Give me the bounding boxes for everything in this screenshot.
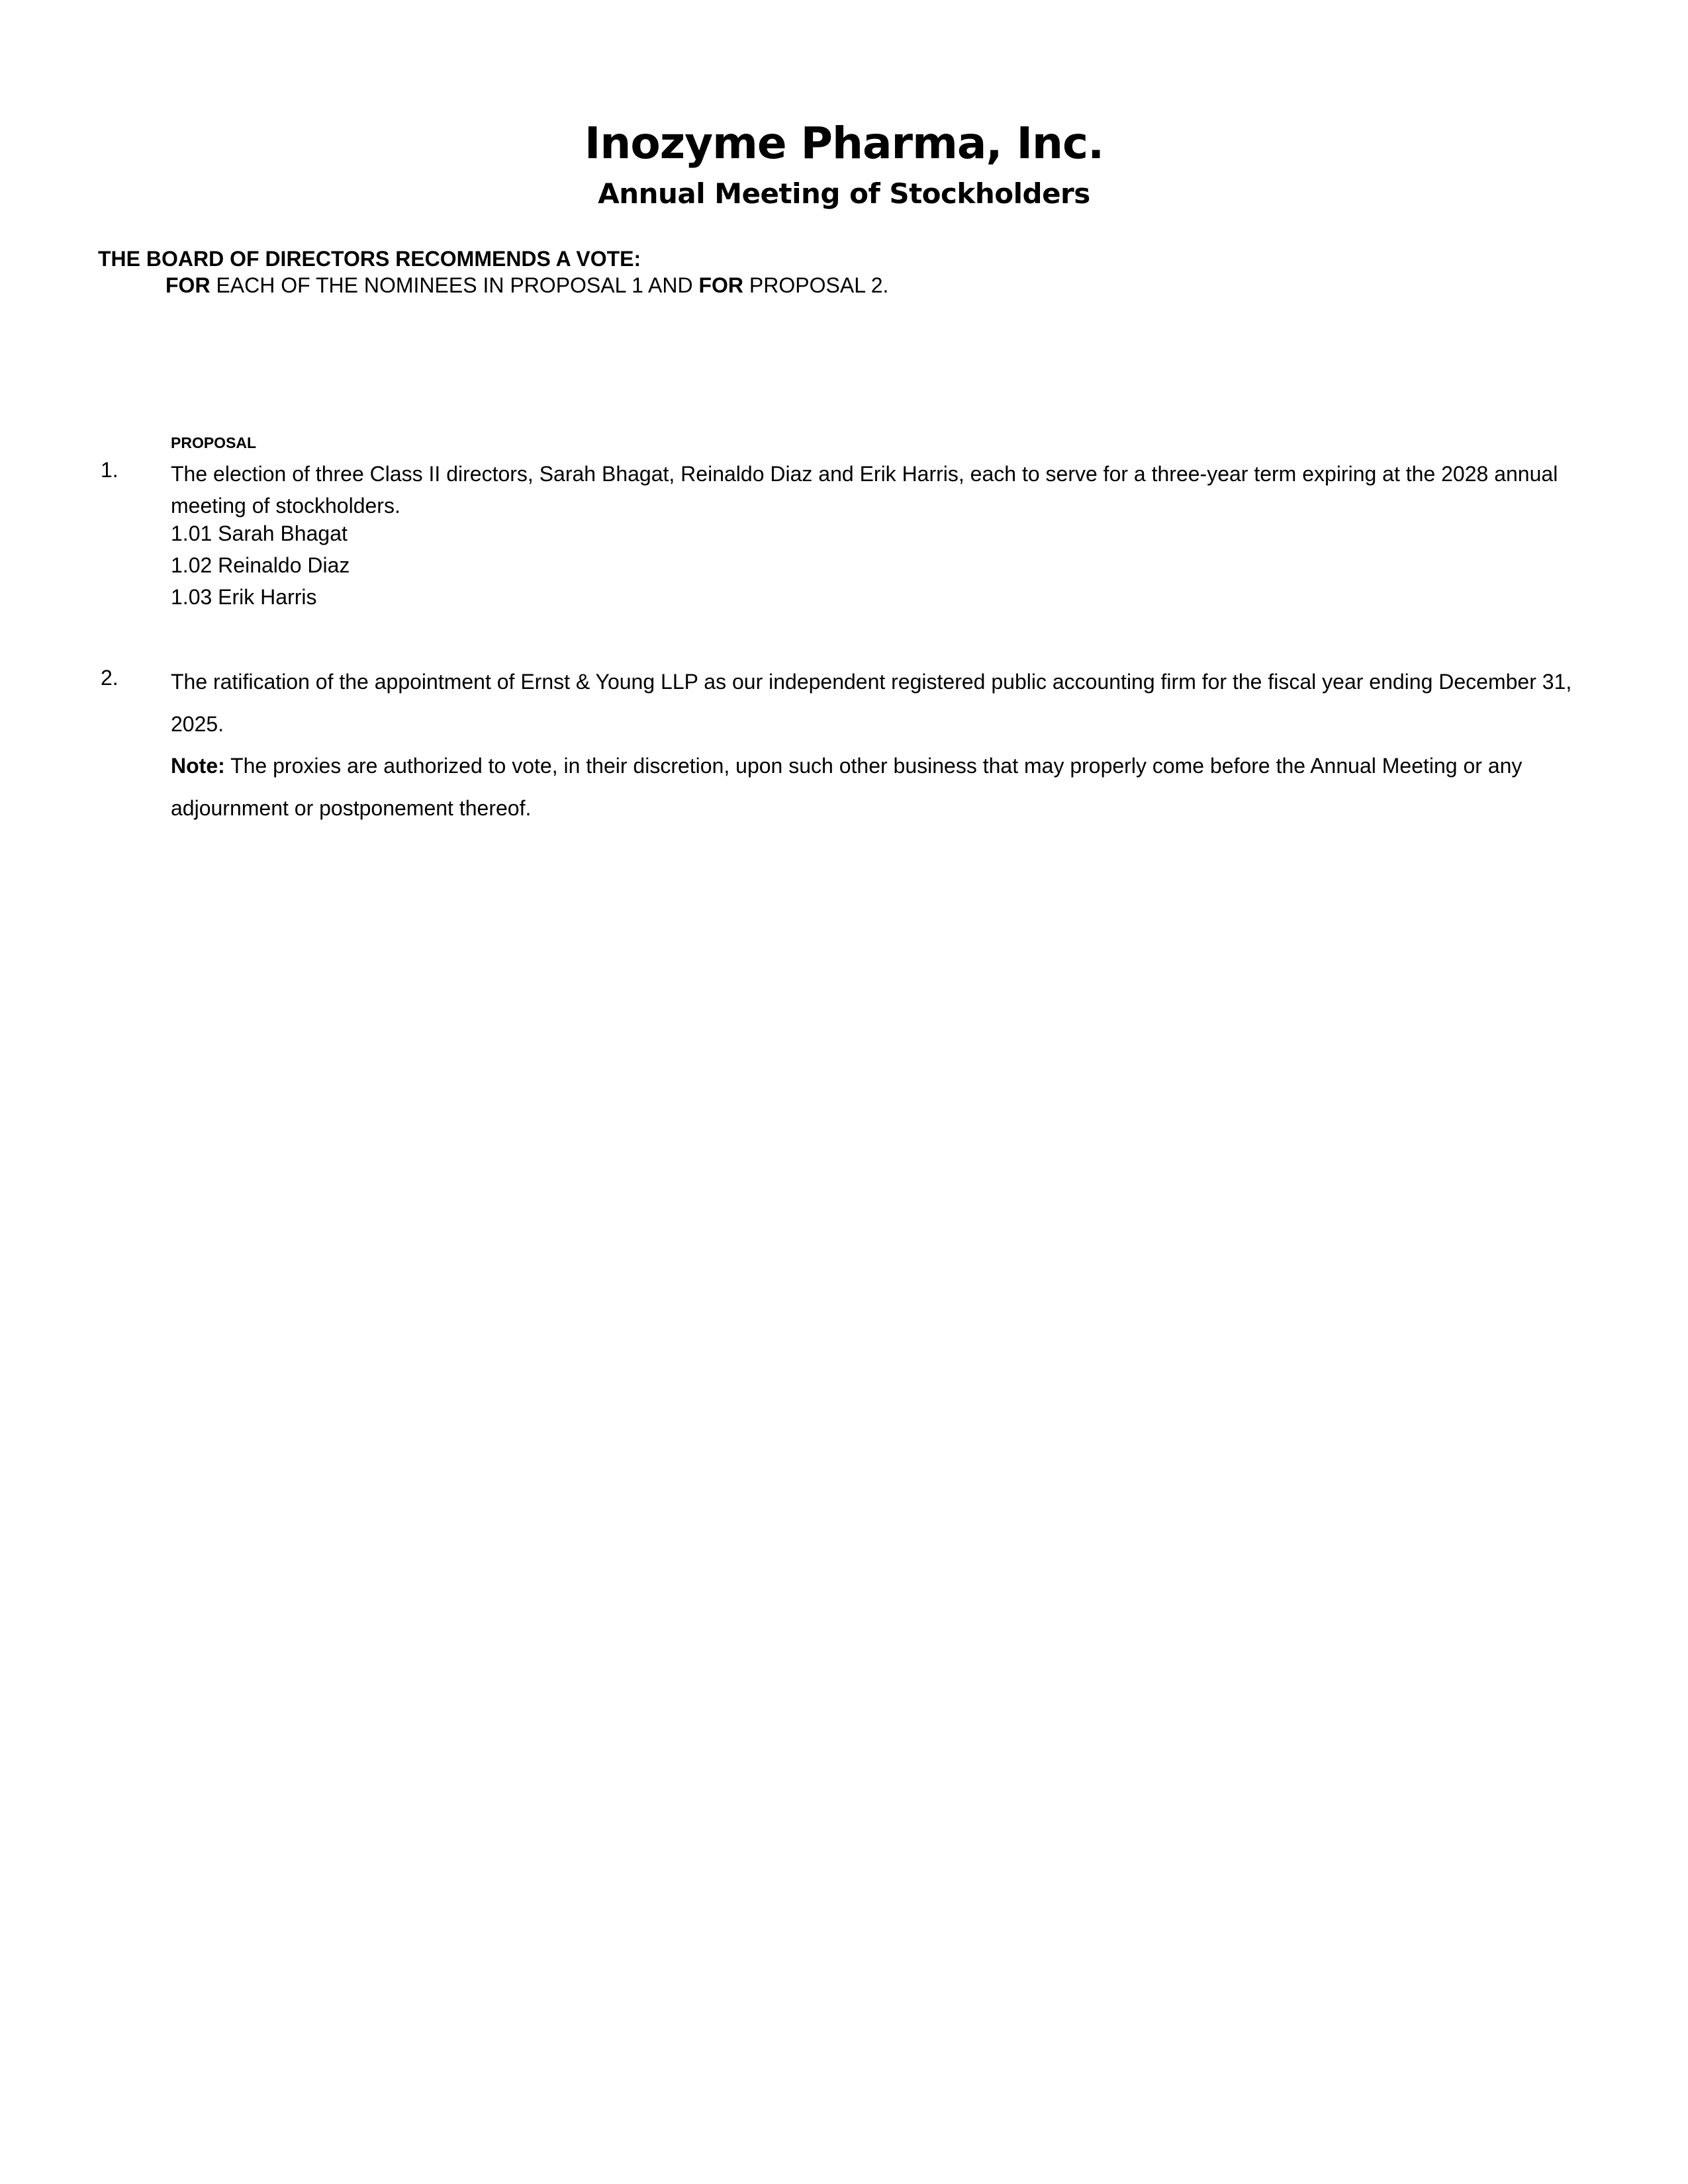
note-text: The proxies are authorized to vote, in their discretion, upon such other business that may properly come before the Annual Meeting or any adjournment or postponement thereof. <box>171 754 1523 820</box>
meeting-subtitle: Annual Meeting of Stockholders <box>598 177 1090 210</box>
proposal-2-number: 2. <box>101 666 118 690</box>
recommendation-text-1: EACH OF THE NOMINEES IN PROPOSAL 1 AND <box>210 273 699 297</box>
proposal-1-number: 1. <box>101 458 118 482</box>
proposal-2-description: The ratification of the appointment of Ernst & Young LLP as our independent registered public accounting firm for the fiscal year ending December 31, 2025. <box>171 670 1572 736</box>
company-title: Inozyme Pharma, Inc. <box>584 118 1104 169</box>
note-label: Note: <box>171 754 225 778</box>
proposal-1-description: The election of three Class II directors, Sarah Bhagat, Reinaldo Diaz and Erik Harris, each to serve for a three-year term expiring at the 2028 annual meeting of stockholders. <box>171 462 1558 518</box>
proposal-column-header: PROPOSAL <box>171 434 257 451</box>
nominee-2: 1.02 Reinaldo Diaz <box>171 553 350 577</box>
board-recommendation-heading: THE BOARD OF DIRECTORS RECOMMENDS A VOTE: <box>98 247 641 271</box>
nominee-3: 1.03 Erik Harris <box>171 585 317 609</box>
for-label-2: FOR <box>698 273 744 297</box>
board-recommendation-line <box>165 273 888 298</box>
recommendation-text-2: PROPOSAL 2. <box>743 273 889 297</box>
proxy-note <box>171 745 1587 829</box>
nominee-1: 1.01 Sarah Bhagat <box>171 522 348 545</box>
for-label-1: FOR <box>165 273 211 297</box>
